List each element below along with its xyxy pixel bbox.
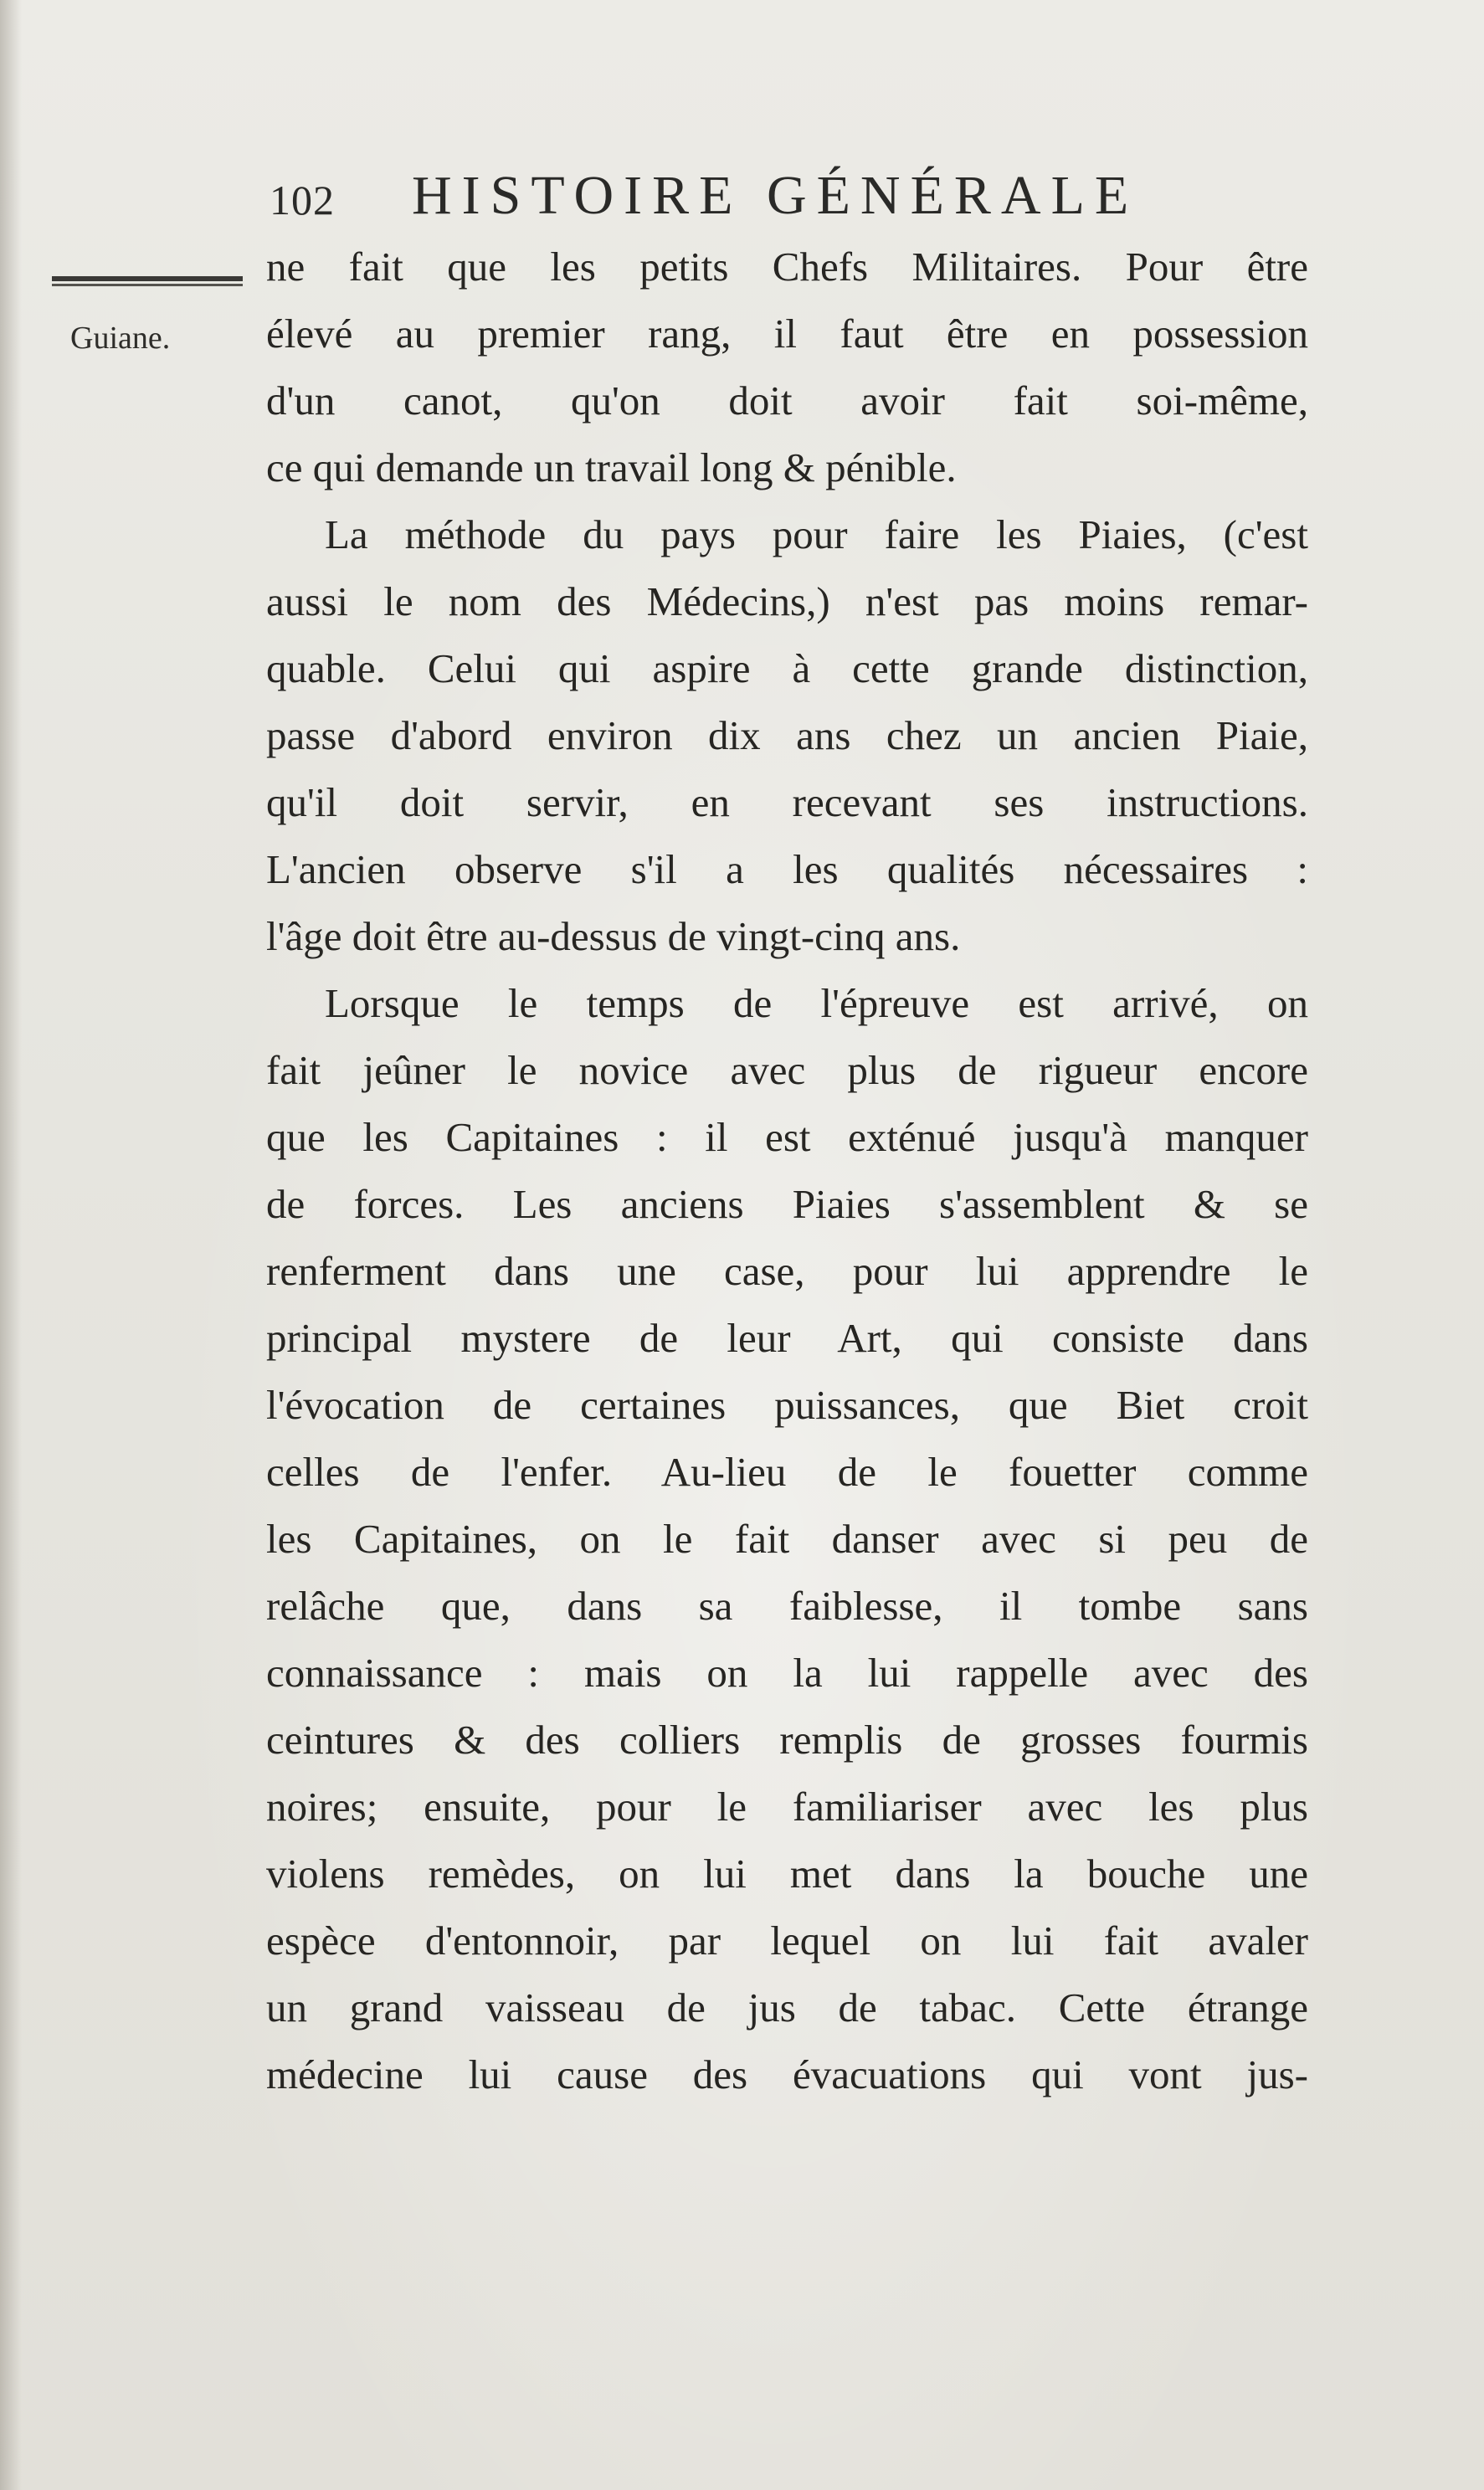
text-line: ceintures & des colliers remplis de grosses fourmis	[266, 1717, 1308, 1763]
text-line: les Capitaines, on le fait danser avec si peu de	[266, 1516, 1308, 1562]
margin-note: Guiane.	[70, 321, 171, 356]
text-line: violens remèdes, on lui met dans la bouche une	[266, 1851, 1308, 1897]
text-line: un grand vaisseau de jus de tabac. Cette étrange	[266, 1984, 1308, 2031]
text-line: médecine lui cause des évacuations qui vont jus-	[266, 2051, 1308, 2097]
text-line: Lorsque le temps de l'épreuve est arrivé, on	[325, 980, 1308, 1026]
text-line: fait jeûner le novice avec plus de rigueur encore	[266, 1047, 1308, 1093]
text-line: celles de l'enfer. Au-lieu de le fouetter comme	[266, 1449, 1308, 1495]
text-line: aussi le nom des Médecins,) n'est pas moins remar-	[266, 578, 1308, 624]
margin-rule-thick	[52, 276, 243, 281]
text-line: ce qui demande un travail long & pénible.	[266, 444, 957, 490]
text-line: connaissance : mais on la lui rappelle avec des	[266, 1650, 1308, 1696]
text-line: quable. Celui qui aspire à cette grande distinction,	[266, 645, 1308, 691]
text-line: principal mystere de leur Art, qui consiste dans	[266, 1315, 1308, 1361]
page-number: 102	[270, 177, 335, 223]
margin-rule-thin	[52, 284, 243, 286]
text-line: de forces. Les anciens Piaies s'assemblent & se	[266, 1181, 1308, 1227]
text-line: d'un canot, qu'on doit avoir fait soi-même,	[266, 377, 1308, 424]
page-header	[270, 164, 1207, 231]
text-line: passe d'abord environ dix ans chez un ancien Piaie,	[266, 712, 1308, 758]
running-title: HISTOIRE GÉNÉRALE	[412, 165, 1139, 226]
text-line: qu'il doit servir, en recevant ses instructions.	[266, 779, 1308, 825]
text-line: La méthode du pays pour faire les Piaies, (c'est	[325, 511, 1308, 557]
text-line: espèce d'entonnoir, par lequel on lui fait avaler	[266, 1918, 1308, 1964]
text-line: noires; ensuite, pour le familiariser avec les plus	[266, 1784, 1308, 1830]
text-line: relâche que, dans sa faiblesse, il tombe sans	[266, 1583, 1308, 1629]
text-line: que les Capitaines : il est exténué jusqu'à manquer	[266, 1114, 1308, 1160]
page-gutter-shadow	[0, 0, 22, 2490]
margin-rule	[52, 276, 243, 288]
text-line: l'évocation de certaines puissances, que Biet croit	[266, 1382, 1308, 1428]
text-line: élevé au premier rang, il faut être en possession	[266, 311, 1308, 357]
text-line: renferment dans une case, pour lui apprendre le	[266, 1248, 1308, 1294]
text-line: ne fait que les petits Chefs Militaires. Pour être	[266, 244, 1308, 290]
text-line: L'ancien observe s'il a les qualités nécessaires :	[266, 846, 1308, 892]
text-line: l'âge doit être au-dessus de vingt-cinq ans.	[266, 913, 961, 959]
